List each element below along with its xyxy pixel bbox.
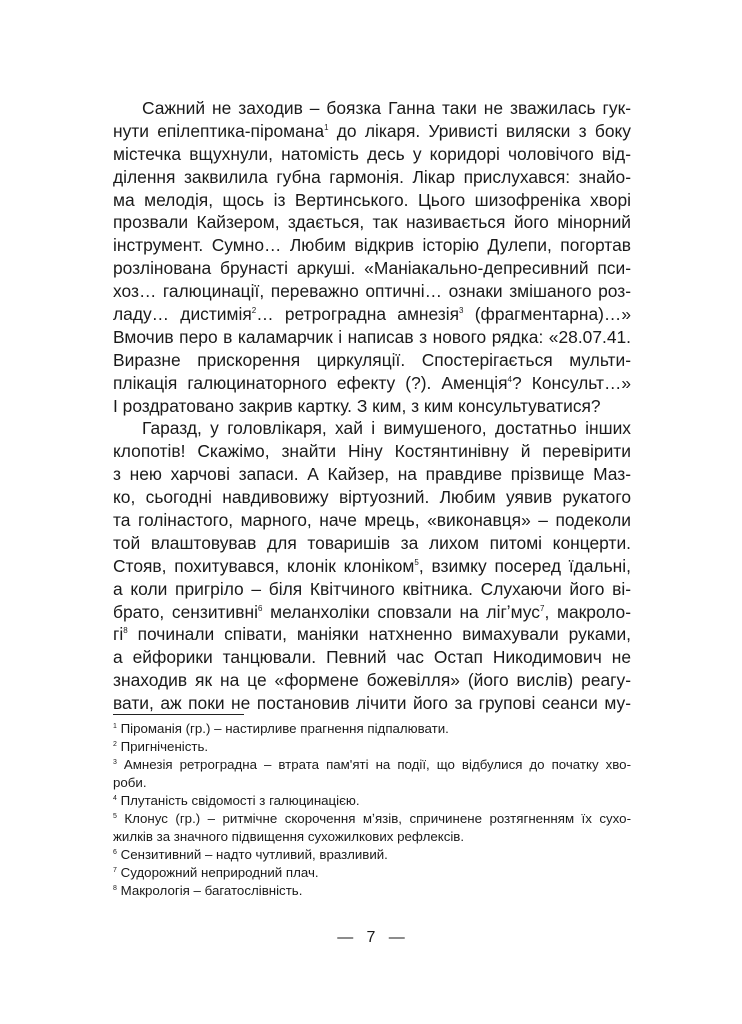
page-number: — 7 — [337, 929, 405, 946]
text-line [113, 623, 631, 646]
text-run: той влаштовував для товаришів за лихом питомі концерти. [113, 532, 631, 553]
footnote-marker: 1 [324, 122, 329, 132]
footnote-marker: 2 [251, 306, 257, 316]
text-line [113, 257, 631, 280]
text-run: гі [113, 624, 124, 645]
footnote-separator [113, 714, 244, 715]
text-run: Сензитивний – надто чутливий, вразливий. [116, 847, 388, 862]
footnote-line [113, 882, 631, 900]
text-run: ладу… дистимія [113, 304, 252, 325]
text-run: прозвали Кайзером, здається, так називається його мінорний [113, 212, 631, 233]
text-line [113, 692, 631, 715]
footnote-marker: 2 [113, 741, 117, 748]
text-line [113, 120, 631, 143]
text-line [113, 601, 631, 624]
text-run: хоз… галюцинації, переважно оптичні… ознаки змішаного роз- [113, 281, 631, 302]
text-run: жилків за значного підвищення сухожилкових рефлексів. [113, 829, 465, 844]
text-run: І роздратовано закрив картку. З ким, з ким консультуватися? [113, 395, 601, 416]
text-run: знаходив як на це «формене божевілля» (його вислів) реагу- [113, 670, 631, 691]
text-run: брато, сензитивні [113, 601, 258, 622]
text-run: Судорожний неприродний плач. [116, 865, 319, 880]
text-run: плікація галюцинаторного ефекту (?). Аменція [113, 372, 508, 393]
text-run: а ейфорики танцювали. Певний час Остап Никодимович не [113, 647, 631, 668]
footnote-marker: 8 [113, 885, 117, 892]
text-run: Плутаність свідомості з галюцинацією. [116, 793, 360, 808]
text-line [113, 646, 631, 669]
footnote-line [113, 864, 631, 882]
footnote-marker: 4 [507, 374, 512, 384]
text-line [113, 440, 631, 463]
footnote-marker: 7 [113, 867, 117, 874]
footnote-marker: 3 [459, 306, 464, 316]
text-line [113, 669, 631, 692]
text-run: Сажний не заходив – боязка Ганна таки не зважилась гук- [142, 98, 631, 118]
text-run: , макроло- [544, 601, 631, 622]
text-run: ? Консульт…» [511, 372, 631, 393]
footnote-marker: 5 [414, 557, 419, 567]
text-run: а коли пригріло – біля Квітчиного квітника. Слухаючи його ві- [113, 578, 631, 599]
footnote-marker: 4 [113, 795, 117, 802]
footnote-marker: 5 [113, 813, 117, 820]
text-run: ділення заквилила губна гармонія. Лікар прислухався: знайо- [113, 166, 631, 187]
text-run: ма мелодія, щось із Вертинського. Цього шизофреніка хворі [113, 189, 631, 210]
text-run: … ретроградна амнезія [256, 304, 460, 325]
text-run: та голінастого, марного, наче мрець, «виконавця» – подеколи [113, 510, 631, 531]
text-line [113, 463, 631, 486]
footnote-marker: 8 [123, 626, 128, 636]
text-line [113, 417, 631, 440]
text-line [113, 326, 631, 349]
footnote-line [113, 810, 631, 828]
footnote-marker: 1 [113, 723, 117, 730]
text-line [113, 234, 631, 257]
text-line [113, 532, 631, 555]
text-run: Клонус (гр.) – ритмічне скорочення мʼязів, спричинене розтягненням їх сухо- [116, 811, 631, 826]
footnote-marker: 6 [257, 603, 263, 613]
text-run: Виразне прискорення циркуляції. Спостерігається мульти- [113, 349, 631, 370]
text-line [113, 280, 631, 303]
text-run: Вмочив перо в каламарчик і написав з нового рядка: «28.07.41. [113, 326, 631, 347]
main-text [113, 97, 631, 715]
footnote-line [113, 846, 631, 864]
footnotes [113, 720, 631, 900]
text-run: клопотів! Скажімо, знайти Ніну Костянтинівну й перевірити [113, 441, 631, 462]
footnote-line [113, 774, 631, 792]
text-run: з нею харчові запаси. А Кайзер, на правдиве прізвище Маз- [113, 464, 631, 485]
footnote-line [113, 792, 631, 810]
text-run: нути епілептика-піромана [113, 120, 325, 141]
text-run: містечка вщухнули, натомість десь у коридорі чоловічого від- [113, 143, 631, 164]
text-line [113, 486, 631, 509]
footnote-line [113, 828, 631, 846]
text-run: інструмент. Сумно… Любим відкрив історію Дулепи, погортав [113, 235, 631, 256]
text-line [113, 211, 631, 234]
text-run: роби. [113, 775, 147, 790]
text-run: ко, сьогодні навдивовижу віртуозний. Любим уявив рукатого [113, 487, 631, 508]
text-run: до лікаря. Уривисті виляски з боку [328, 120, 631, 141]
text-line [113, 166, 631, 189]
text-line [113, 395, 631, 418]
footnote-line [113, 738, 631, 756]
footnote-line [113, 720, 631, 738]
footnote-line [113, 756, 631, 774]
footnote-marker: 6 [113, 849, 117, 856]
text-line [113, 555, 631, 578]
text-line [113, 189, 631, 212]
text-line [113, 303, 631, 326]
text-run: Гаразд, у головлікаря, хай і вимушеного, достатньо інших [142, 418, 631, 439]
text-run: Пригніченість. [116, 739, 209, 754]
text-line [113, 509, 631, 532]
text-line [113, 97, 631, 120]
text-line [113, 578, 631, 601]
text-run: Стояв, похитувався, клонік клоніком [113, 555, 415, 576]
text-run: (фрагментарна)…» [463, 304, 631, 325]
text-run: меланхоліки сповзали на лігʼмус [262, 601, 540, 622]
text-line [113, 349, 631, 372]
text-run: Макрологія – багатослівність. [116, 883, 303, 898]
text-run: вати, аж поки не постановив лічити його за групові сеанси му- [113, 693, 631, 714]
footnote-marker: 3 [113, 759, 117, 766]
footnote-marker: 7 [540, 603, 545, 613]
text-run: , взимку посеред їдальні, [418, 555, 631, 576]
text-line [113, 372, 631, 395]
text-line [113, 143, 631, 166]
text-run: розлінована брунасті аркуші. «Маніакально-депресивний пси- [113, 258, 631, 279]
text-run: починали співати, маніяки натхненно вимахували руками, [127, 624, 631, 645]
text-run: Піроманія (гр.) – настирливе прагнення підпалювати. [116, 721, 449, 736]
text-run: Амнезія ретроградна – втрата пам'яті на події, що відбулися до початку хво- [116, 757, 631, 772]
